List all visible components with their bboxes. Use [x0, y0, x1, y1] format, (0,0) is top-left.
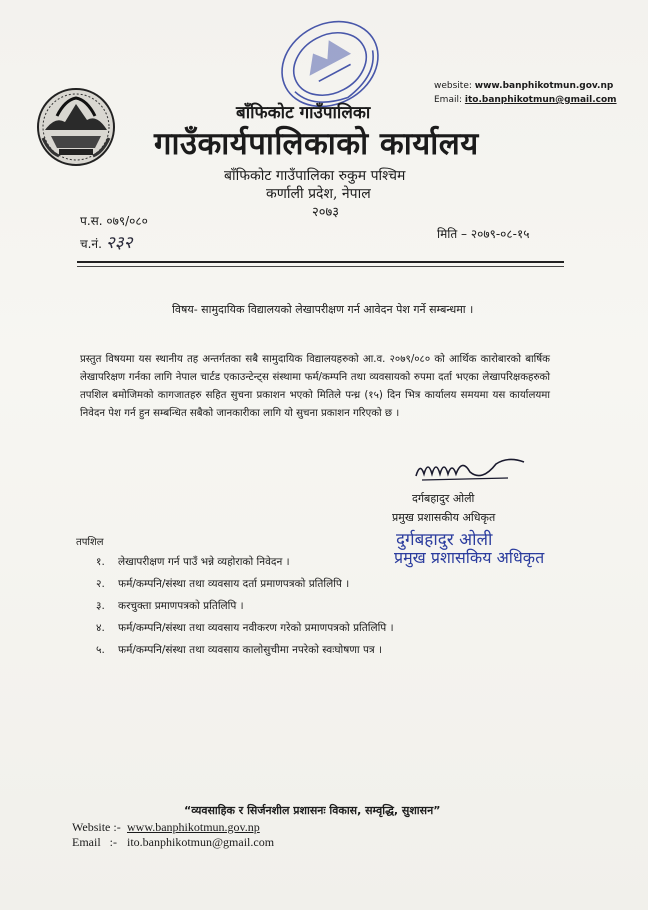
item-text: करचुक्ता प्रमाणपत्रको प्रतिलिपि ।	[118, 600, 244, 612]
office-name: बाँफिकोट गाउँपालिका	[236, 103, 371, 123]
established-year: २०७३	[312, 205, 340, 220]
website-label: website:	[434, 81, 472, 91]
header-website	[434, 80, 613, 92]
nepal-emblem-icon	[35, 86, 117, 168]
item-text: फर्म/कम्पनि/संस्था तथा व्यवसाय नवीकरण गरेको प्रमाणपत्रको प्रतिलिपि ।	[118, 622, 394, 634]
dispatch-number-handwritten: २३२	[105, 233, 133, 253]
list-item	[96, 599, 394, 621]
email-link[interactable]: ito.banphikotmun@gmail.com	[464, 95, 617, 105]
subject-line: विषय- सामुदायिक विद्यालयको लेखापरीक्षण गर्न आवेदन पेश गर्ने सम्बन्धमा ।	[172, 303, 474, 316]
item-number: ५.	[96, 644, 105, 656]
item-number: २.	[96, 578, 105, 590]
handwritten-signature	[412, 452, 532, 486]
office-title: गाउँकार्यपालिकाको कार्यालय	[154, 126, 479, 162]
footer-email-label: Email :-	[72, 835, 117, 849]
footer-website	[72, 820, 260, 835]
list-item	[96, 577, 394, 599]
post-stamp: प्रमुख प्रशासकिय अधिकृत	[394, 548, 545, 567]
signer-post: प्रमुख प्रशासकीय अधिकृत	[392, 511, 496, 524]
dispatch-label: च.नं.	[80, 237, 102, 251]
item-text: फर्म/कम्पनि/संस्था तथा व्यवसाय दर्ता प्रमाणपत्रको प्रतिलिपि ।	[118, 578, 350, 590]
footer-website-link[interactable]: www.banphikotmun.gov.np	[127, 820, 260, 834]
header-divider-thin	[77, 266, 564, 267]
item-text: लेखापरीक्षण गर्न पाउँ भन्ने व्यहोराको निवेदन ।	[118, 556, 290, 568]
website-link[interactable]: www.banphikotmun.gov.np	[474, 81, 614, 91]
list-item	[96, 621, 394, 643]
notice-body: प्रस्तुत विषयमा यस स्थानीय तह अन्तर्गतका सबै सामुदायिक विद्यालयहरुको आ.व. २०७९/०८० को आर्थिक कारोबारको बार्षिक लेखापरिक्षण गर्नका लागि नेपाल चार्टड एकाउन्टेन्ट्स संस्थामा फर्म/कम्पनि तथा व्यवसायको रुपमा दर्ता भएका लेखापरिक्षकहरुको तपशिल बमोजिमको कागजातहरु सहित सुचना प्रकाशन भएको मितिले पन्ध्र (१५) दिन भित्र कार्यालय समयमा यस कार्यालयमा निवेदन पेश गर्न हुन सम्बन्धित सबैको जानकारीका लागि यो सुचना प्रकाशन गरिएको छ ।	[80, 354, 550, 419]
date-label: मिति –	[437, 227, 468, 241]
name-stamp: दुर्गबहादुर ओली	[396, 530, 493, 550]
fiscal-reference: प.स. ०७९/०८०	[80, 214, 148, 228]
list-item	[96, 643, 394, 665]
letter-date	[437, 225, 529, 242]
footer-website-label: Website :-	[72, 820, 121, 834]
enclosure-heading: तपशिल	[76, 537, 104, 548]
footer-email-link[interactable]: ito.banphikotmun@gmail.com	[127, 835, 275, 849]
item-number: ४.	[96, 622, 105, 634]
dispatch-reference	[80, 230, 132, 253]
item-text: फर्म/कम्पनि/संस्था तथा व्यवसाय कालोसुचीमा नपरेको स्वःघोषणा पत्र ।	[118, 644, 383, 656]
header-email	[434, 94, 617, 106]
address-line-1: बाँफिकोट गाउँपालिका रुकुम पश्चिम	[224, 168, 406, 184]
item-number: ३.	[96, 600, 105, 612]
item-number: १.	[96, 556, 105, 568]
address-line-2: कर्णाली प्रदेश, नेपाल	[266, 186, 371, 202]
footer-email	[72, 835, 274, 850]
date-value: २०७९-०८-१५	[470, 227, 530, 241]
email-label: Email:	[434, 95, 463, 105]
list-item	[96, 555, 394, 577]
municipal-seal-stamp	[274, 14, 386, 114]
signer-name: दर्गबहादुर ओली	[412, 492, 475, 505]
footer-motto: “व्यवसाहिक र सिर्जनशील प्रशासनः विकास, सम्वृद्धि, सुशासन”	[184, 804, 441, 817]
enclosure-list	[96, 555, 394, 665]
header-divider	[77, 261, 564, 263]
